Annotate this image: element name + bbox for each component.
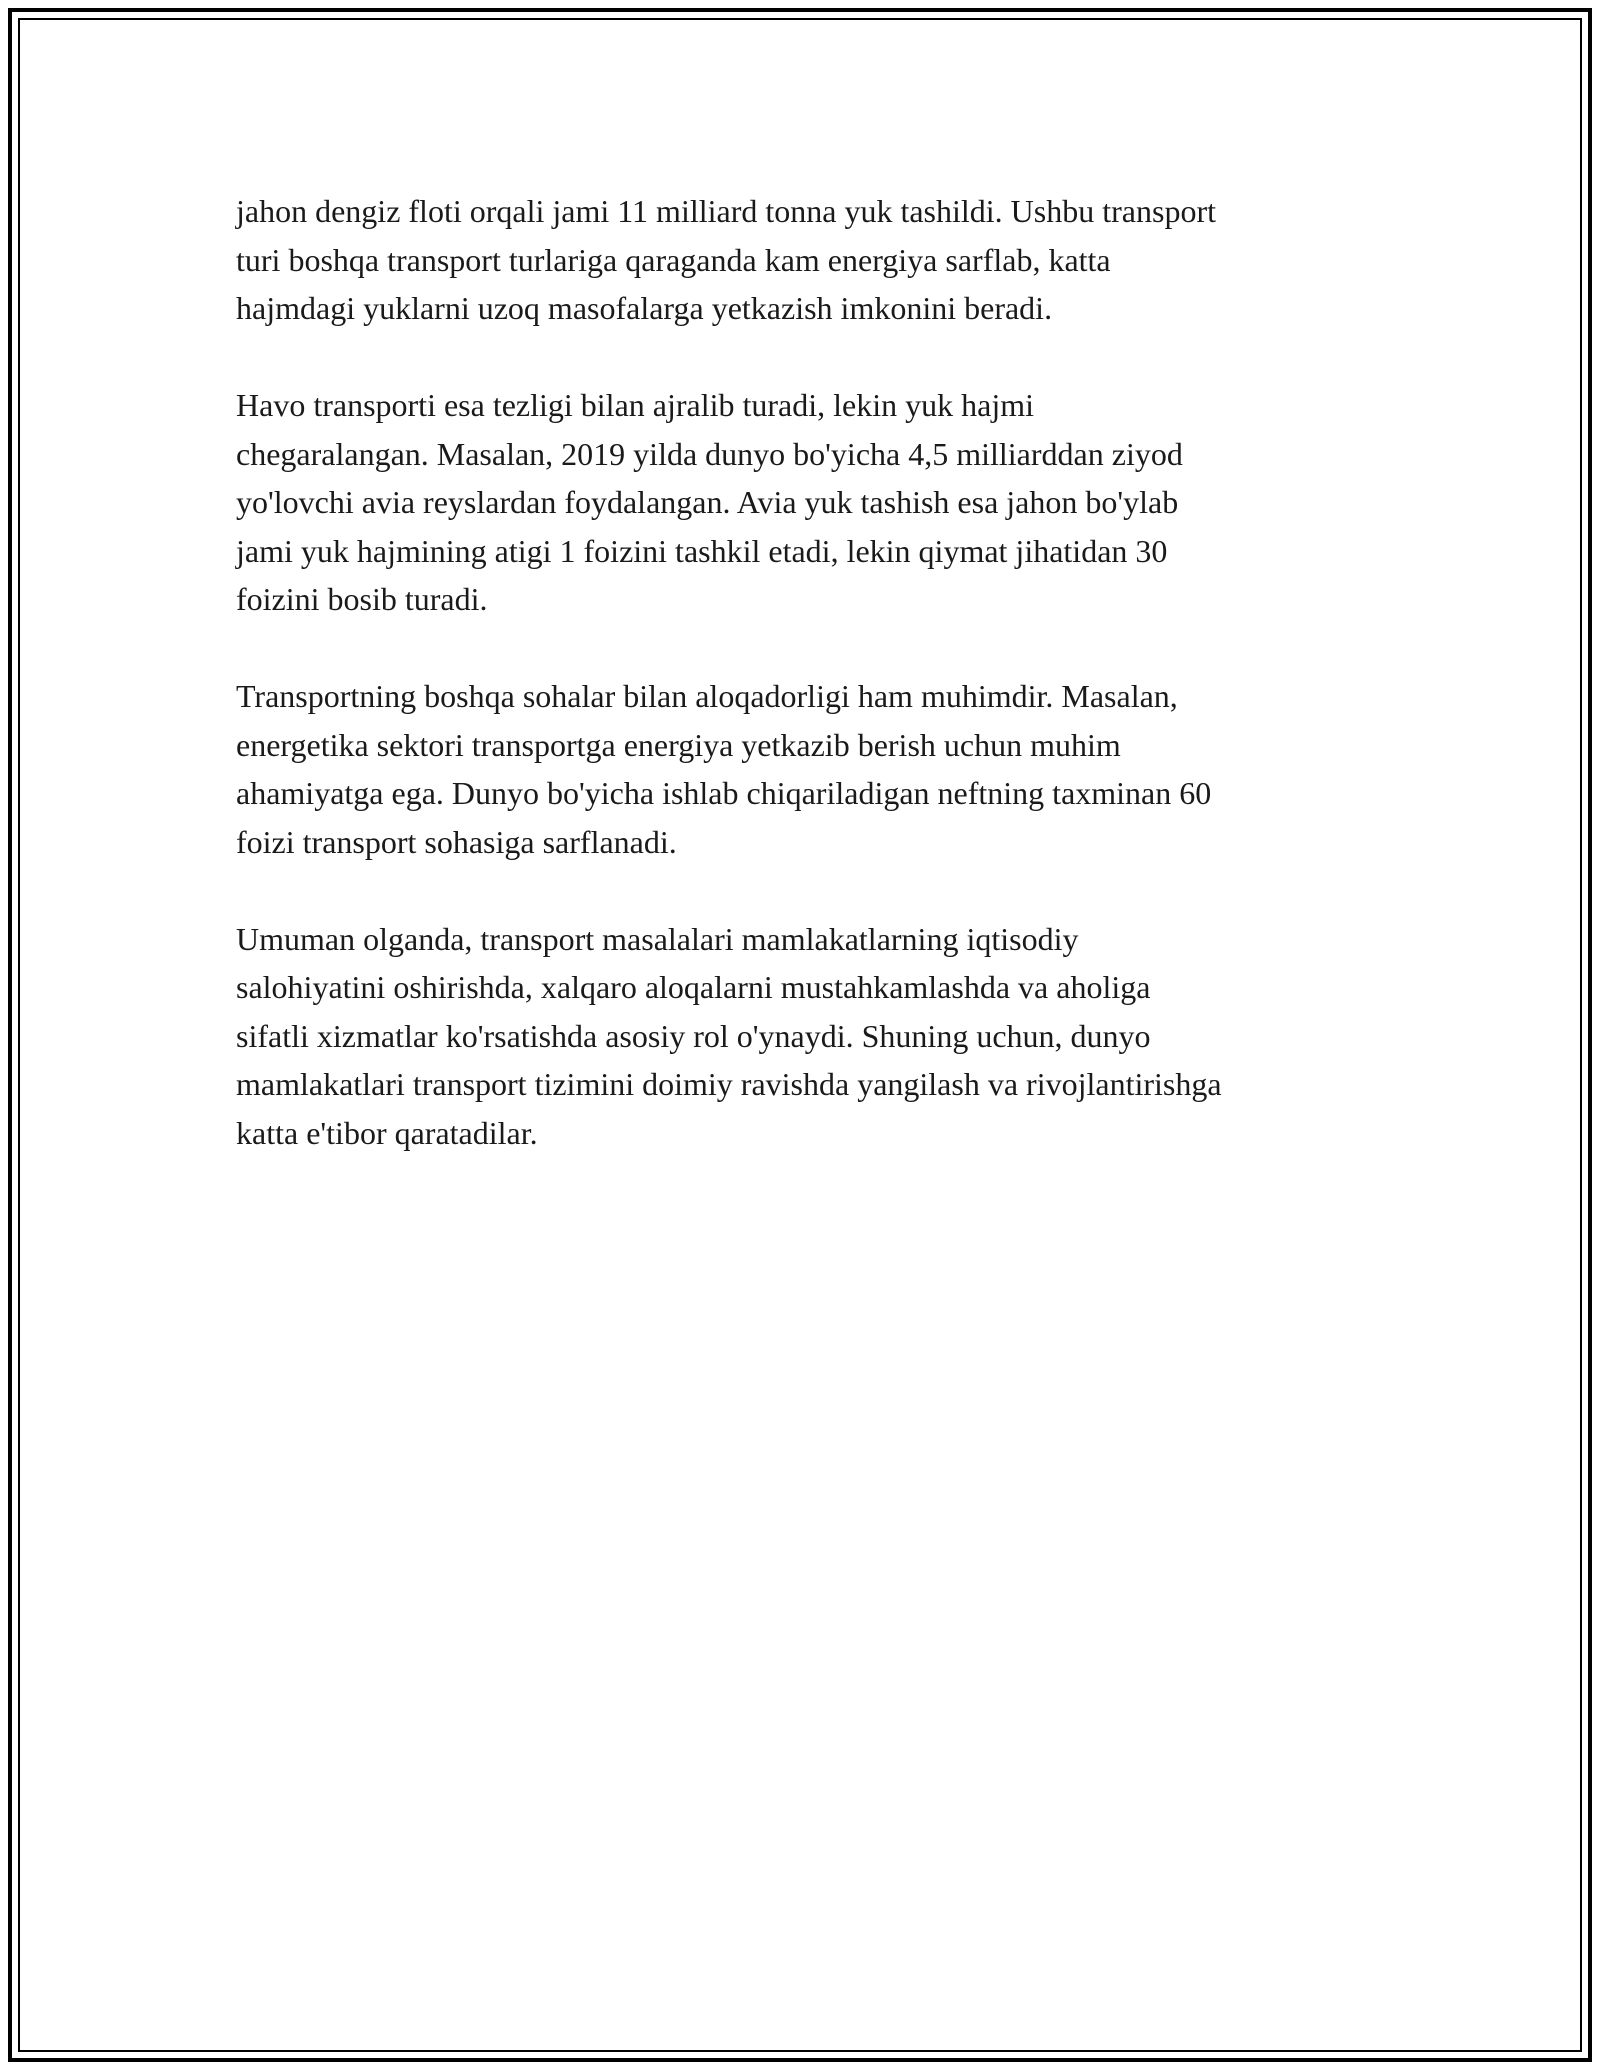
paragraph-sea-transport: jahon dengiz floti orqali jami 11 milliard tonna yuk tashildi. Ushbu transport turi boshqa transport turlariga qaraganda kam energiya sarflab, katta hajmdagi yuklarni uzoq masofalarga yetkazish imkonini beradi. — [236, 193, 1216, 326]
paragraph-conclusion: Umuman olganda, transport masalalari mamlakatlarning iqtisodiy salohiyatini oshirishda, xalqaro aloqalarni mustahkamlashda va aholiga sifatli xizmatlar ko'rsatishda asosiy rol o'ynaydi. Shuning uchun, dunyo mamlakatlari transport tizimini doimiy ravishda yangilash va rivojlantirishga katta e'tibor qaratadilar. — [236, 920, 1222, 1151]
document-body — [236, 187, 1386, 1206]
paragraph-energy-sector: Transportning boshqa sohalar bilan aloqadorligi ham muhimdir. Masalan, energetika sektori transportga energiya yetkazib berish uchun muhim ahamiyatga ega. Dunyo bo'yicha ishlab chiqariladigan neftning taxminan 60 foizi transport sohasiga sarflanadi. — [236, 678, 1212, 860]
paragraph-air-transport: Havo transporti esa tezligi bilan ajralib turadi, lekin yuk hajmi chegaralangan. Masalan, 2019 yilda dunyo bo'yicha 4,5 milliarddan ziyod yo'lovchi avia reyslardan foydalangan. Avia yuk tashish esa jahon bo'ylab jami yuk hajmining atigi 1 foizini tashkil etadi, lekin qiymat jihatidan 30 foizini bosib turadi. — [236, 387, 1183, 617]
